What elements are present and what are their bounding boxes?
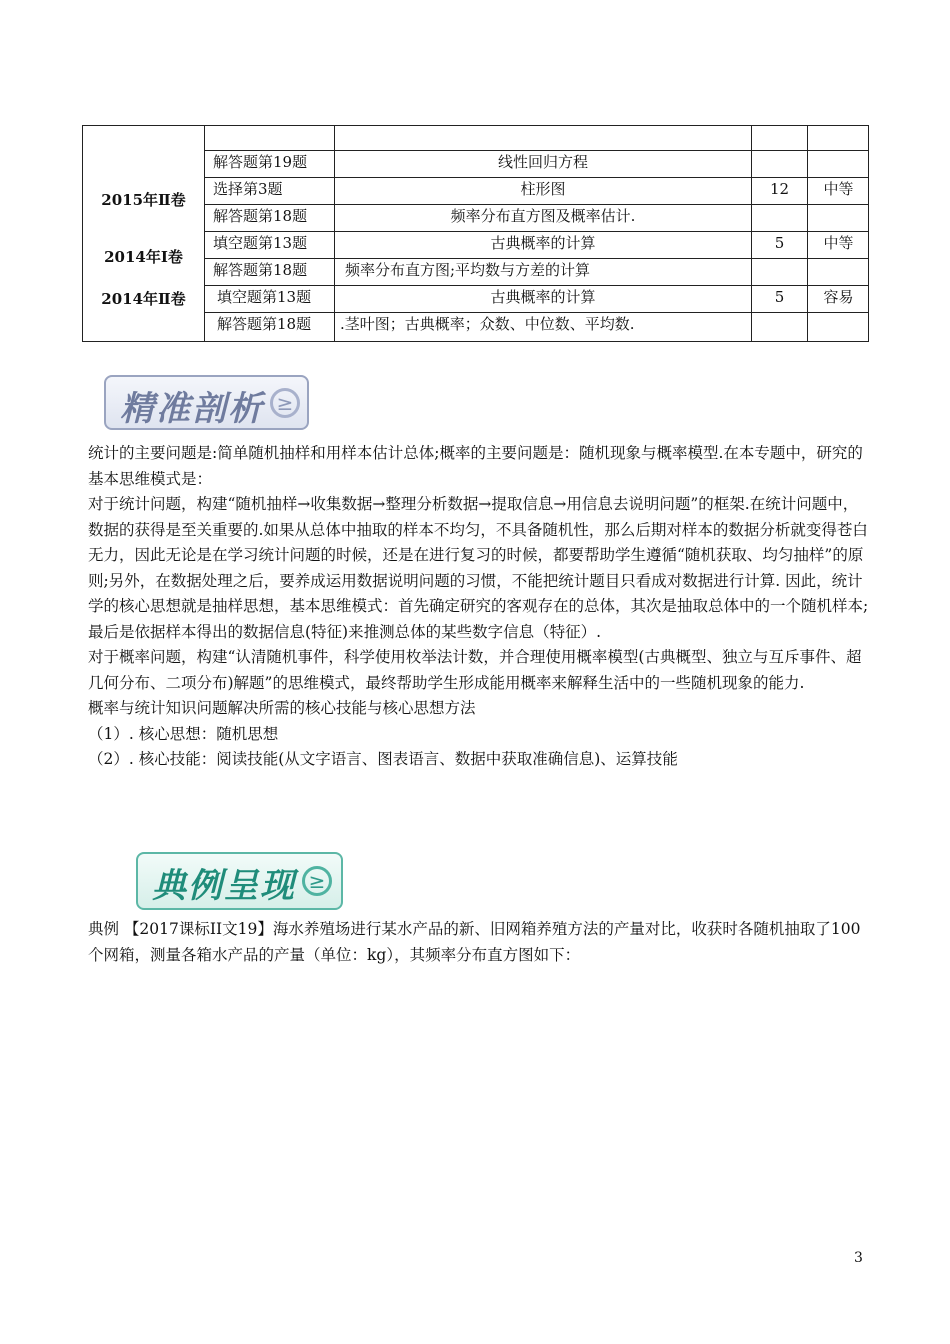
question-cell: 填空题第13题 (217, 288, 312, 306)
paragraph: 对于概率问题，构建“认清随机事件，科学使用枚举法计数，并合理使用概率模型(古典概型、独立与互斥事件、超几何分布、二项分布)解题”的思维模式，最终帮助学生形成能用概率来解释生活中的一些随机现象的能力. (88, 648, 862, 692)
topic-cell: 古典概率的计算 (490, 234, 596, 252)
question-cell: 解答题第18题 (213, 207, 308, 225)
topic-cell: .茎叶图；古典概率；众数、中位数、平均数. (340, 315, 635, 333)
year-label: 2014年Ⅱ卷 (101, 290, 186, 308)
banner-title: 精准剖析 (120, 389, 264, 429)
score-cell: 5 (774, 288, 785, 306)
paragraph: 统计的主要问题是:简单随机抽样和用样本估计总体;概率的主要问题是：随机现象与概率模型.在本专题中，研究的基本思维模式是： (88, 444, 863, 488)
paragraph: 典例 【2017课标II文19】海水养殖场进行某水产品的新、旧网箱养殖方法的产量对比，收获时各随机抽取了100个网箱，测量各箱水产品的产量（单位：kg），其频率分布直方图如下： (88, 920, 861, 964)
difficulty-cell: 中等 (823, 234, 854, 252)
example-text (88, 917, 873, 968)
topic-cell: 线性回归方程 (497, 153, 588, 171)
difficulty-cell: 容易 (823, 288, 854, 306)
question-cell: 解答题第18题 (217, 315, 312, 333)
question-cell: 填空题第13题 (213, 234, 308, 252)
year-label: 2014年Ⅰ卷 (104, 248, 183, 266)
question-cell: 选择第3题 (213, 180, 283, 198)
difficulty-cell: 中等 (823, 180, 854, 198)
page-number: 3 (854, 1250, 863, 1266)
topic-cell: 柱形图 (520, 180, 566, 198)
score-cell: 12 (769, 180, 790, 198)
topic-cell: 频率分布直方图;平均数与方差的计算 (345, 261, 591, 279)
paragraph: 概率与统计知识问题解决所需的核心技能与核心思想方法 (88, 699, 476, 717)
arrow-right-icon: ≥ (270, 388, 300, 418)
section-banner-example (136, 852, 343, 910)
paragraph: （2）. 核心技能：阅读技能(从文字语言、图表语言、数据中获取准确信息)、运算技能 (88, 750, 678, 768)
exam-table (82, 125, 869, 342)
banner-title: 典例呈现 (152, 866, 296, 906)
arrow-right-icon: ≥ (302, 866, 332, 896)
analysis-text (88, 441, 873, 773)
paragraph: 对于统计问题，构建“随机抽样→收集数据→整理分析数据→提取信息→用信息去说明问题”的框架.在统计问题中，数据的获得是至关重要的.如果从总体中抽取的样本不均匀，不具备随机性，那么后期对样本的数据分析就变得苍白无力，因此无论是在学习统计问题的时候，还是在进行复习的时候，都要帮助学生遵循“随机获取、均匀抽样”的原则;另外，在数据处理之后，要养成运用数据说明问题的习惯，不能把统计题目只看成对数据进行计算. 因此，统计学的核心思想就是抽样思想，基本思维模式：首先确定研究的客观存在的总体，其次是抽取总体中的一个随机样本;最后是依据样本得出的数据信息(特征)来推测总体的某些数字信息（特征）. (88, 495, 869, 641)
table-divider (204, 126, 205, 341)
section-banner-analysis (104, 375, 309, 430)
topic-cell: 古典概率的计算 (490, 288, 596, 306)
question-cell: 解答题第19题 (213, 153, 308, 171)
score-cell: 5 (774, 234, 785, 252)
topic-cell: 频率分布直方图及概率估计. (450, 207, 636, 225)
paragraph: （1）. 核心思想：随机思想 (88, 724, 279, 743)
year-label: 2015年Ⅱ卷 (101, 191, 186, 209)
question-cell: 解答题第18题 (213, 261, 308, 279)
